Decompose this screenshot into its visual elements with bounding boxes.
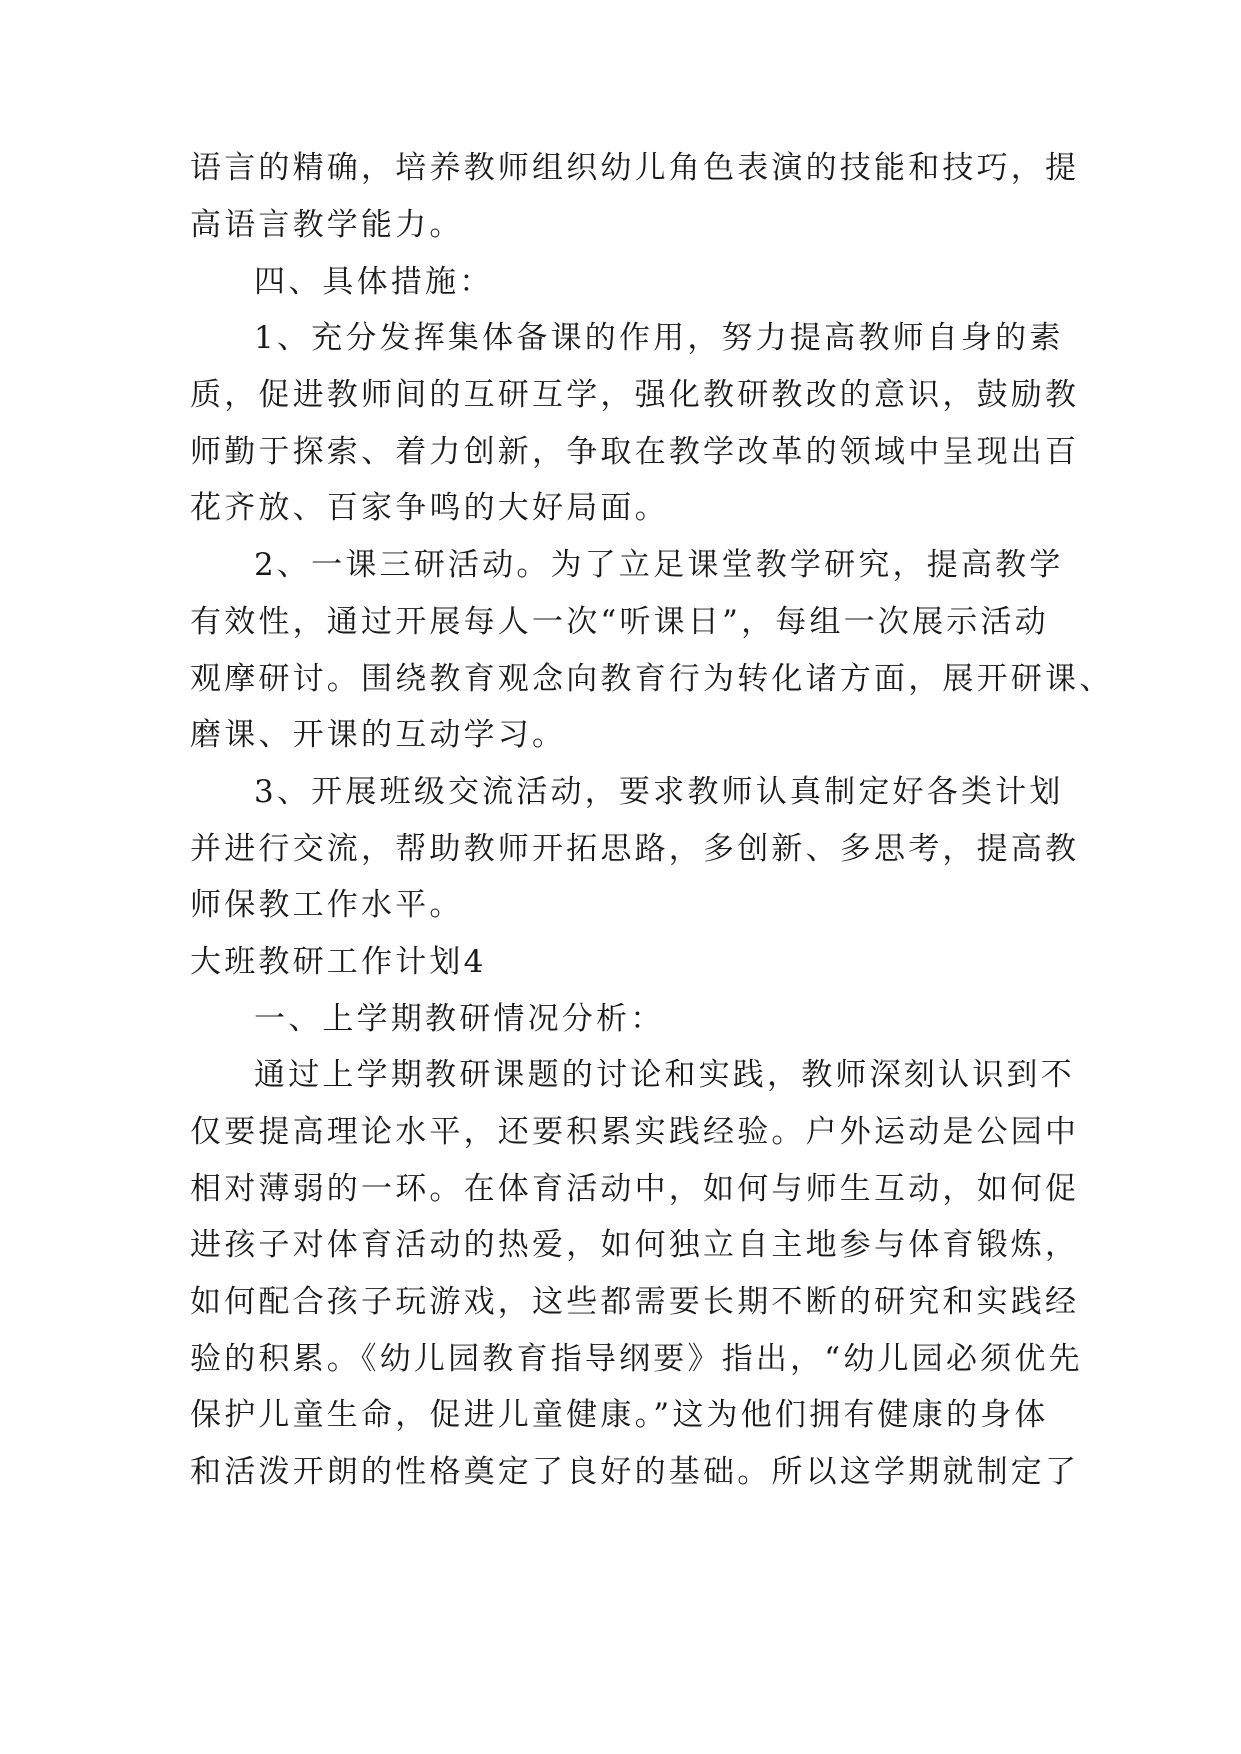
text-line: 进孩子对体育活动的热爱，如何独立自主地参与体育锻炼， (190, 1227, 1080, 1263)
section-heading: 四、具体措施： (254, 264, 494, 300)
text-line: 有效性，通过开展每人一次“听课日”，每组一次展示活动 (190, 604, 1049, 640)
text-line: 磨课、开课的互动学习。 (190, 717, 567, 753)
text-line: 保护儿童生命，促进儿童健康。”这为他们拥有健康的身体 (190, 1397, 1049, 1433)
text-line: 1、充分发挥集体备课的作用，努力提高教师自身的素 (254, 320, 1064, 356)
text-line: 质，促进教师间的互研互学，强化教研教改的意识，鼓励教 (190, 377, 1080, 413)
text-line: 师保教工作水平。 (190, 887, 464, 923)
text-line: 3、开展班级交流活动，要求教师认真制定好各类计划 (254, 774, 1064, 810)
text-line: 通过上学期教研课题的讨论和实践，教师深刻认识到不 (254, 1057, 1075, 1093)
text-line: 相对薄弱的一环。在体育活动中，如何与师生互动，如何促 (190, 1171, 1080, 1207)
text-line: 2、一课三研活动。为了立足课堂教学研究，提高教学 (254, 547, 1064, 583)
section-heading: 一、上学期教研情况分析： (254, 1001, 665, 1037)
text-line: 仅要提高理论水平，还要积累实践经验。户外运动是公园中 (190, 1114, 1080, 1150)
text-line: 花齐放、百家争鸣的大好局面。 (190, 490, 669, 526)
text-line: 观摩研讨。围绕教育观念向教育行为转化诸方面，展开研课、 (190, 661, 1114, 697)
document-title: 大班教研工作计划4 (190, 944, 487, 980)
text-line: 如何配合孩子玩游戏，这些都需要长期不断的研究和实践经 (190, 1284, 1080, 1320)
text-line: 并进行交流，帮助教师开拓思路，多创新、多思考，提高教 (190, 831, 1080, 867)
text-line: 师勤于探索、着力创新，争取在教学改革的领域中呈现出百 (190, 434, 1080, 470)
text-line: 高语言教学能力。 (190, 207, 464, 243)
text-line: 和活泼开朗的性格奠定了良好的基础。所以这学期就制定了 (190, 1454, 1080, 1490)
text-line: 语言的精确，培养教师组织幼儿角色表演的技能和技巧，提 (190, 150, 1080, 186)
text-line: 验的积累。《幼儿园教育指导纲要》指出，“幼儿园必须优先 (190, 1341, 1083, 1377)
